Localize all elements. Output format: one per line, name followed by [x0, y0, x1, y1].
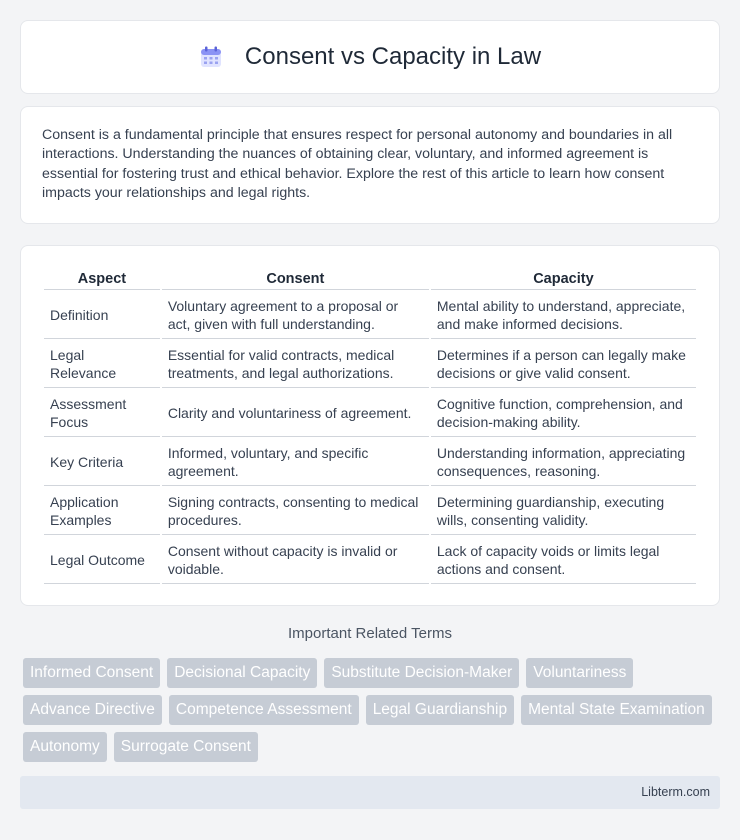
comparison-table: [42, 266, 698, 586]
capacity-cell: Determining guardianship, executing wills, consenting validity.: [431, 488, 696, 535]
consent-cell: Essential for valid contracts, medical treatments, and legal authorizations.: [162, 341, 429, 388]
header-card: [20, 20, 720, 94]
tag-legal-guardianship[interactable]: Legal Guardianship: [366, 695, 514, 725]
comparison-card: [20, 245, 720, 606]
tag-competence-assessment[interactable]: Competence Assessment: [169, 695, 359, 725]
footer-site-link[interactable]: Libterm.com: [641, 785, 710, 799]
tag-informed-consent[interactable]: Informed Consent: [23, 658, 160, 688]
tag-decisional-capacity[interactable]: Decisional Capacity: [167, 658, 317, 688]
calendar-icon: [199, 45, 223, 69]
consent-cell: Clarity and voluntariness of agreement.: [162, 390, 429, 437]
capacity-cell: Lack of capacity voids or limits legal actions and consent.: [431, 537, 696, 584]
tag-substitute-decision-maker[interactable]: Substitute Decision-Maker: [324, 658, 519, 688]
tag-advance-directive[interactable]: Advance Directive: [23, 695, 162, 725]
table-row: [44, 488, 696, 535]
intro-text: Consent is a fundamental principle that ensures respect for personal autonomy and boundaries in all interactions. Understanding the nuances of obtaining clear, voluntary, and informed agreement is essential for fostering trust and ethical behavior. Explore the rest of this article to learn how consent impacts your relationships and legal rights.: [42, 127, 673, 202]
table-row: [44, 341, 696, 388]
capacity-cell: Cognitive function, comprehension, and decision-making ability.: [431, 390, 696, 437]
aspect-cell: Key Criteria: [44, 439, 160, 486]
related-terms-list: [23, 658, 723, 762]
capacity-cell: Understanding information, appreciating consequences, reasoning.: [431, 439, 696, 486]
consent-cell: Signing contracts, consenting to medical procedures.: [162, 488, 429, 535]
tag-surrogate-consent[interactable]: Surrogate Consent: [114, 732, 258, 762]
table-row: [44, 292, 696, 339]
header-aspect: Aspect: [44, 268, 160, 290]
table-row: [44, 537, 696, 584]
consent-cell: Consent without capacity is invalid or voidable.: [162, 537, 429, 584]
tag-mental-state-examination[interactable]: Mental State Examination: [521, 695, 712, 725]
aspect-cell: Legal Relevance: [44, 341, 160, 388]
consent-cell: Voluntary agreement to a proposal or act, given with full understanding.: [162, 292, 429, 339]
footer: [20, 776, 720, 809]
header-capacity: Capacity: [431, 268, 696, 290]
capacity-cell: Mental ability to understand, appreciate, and make informed decisions.: [431, 292, 696, 339]
aspect-cell: Application Examples: [44, 488, 160, 535]
aspect-cell: Assessment Focus: [44, 390, 160, 437]
table-header-row: [44, 268, 696, 290]
tag-voluntariness[interactable]: Voluntariness: [526, 658, 633, 688]
table-row: [44, 439, 696, 486]
consent-cell: Informed, voluntary, and specific agreement.: [162, 439, 429, 486]
aspect-cell: Definition: [44, 292, 160, 339]
page-title: Consent vs Capacity in Law: [244, 43, 542, 70]
related-terms-title: Important Related Terms: [288, 625, 452, 642]
capacity-cell: Determines if a person can legally make decisions or give valid consent.: [431, 341, 696, 388]
table-row: [44, 390, 696, 437]
intro-card: [20, 106, 720, 224]
tag-autonomy[interactable]: Autonomy: [23, 732, 107, 762]
aspect-cell: Legal Outcome: [44, 537, 160, 584]
header-consent: Consent: [162, 268, 429, 290]
